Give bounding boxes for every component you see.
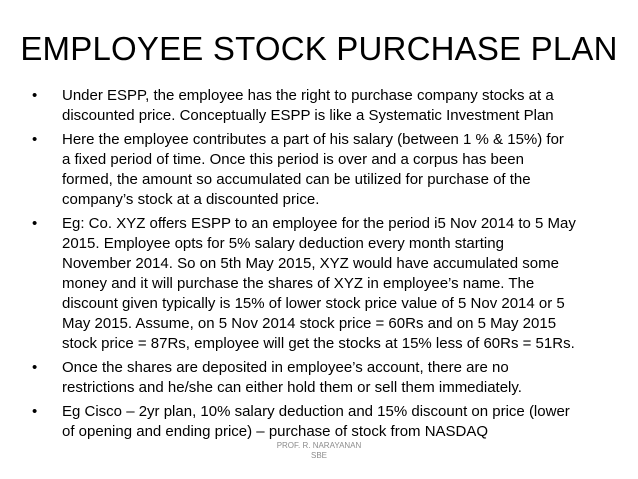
bullet-line: 2015. Employee opts for 5% salary deduction every month starting (62, 235, 504, 252)
bullet-marker: • (32, 215, 38, 232)
bullet-item (32, 358, 612, 398)
bullet-item (32, 130, 612, 210)
bullet-text (62, 86, 612, 126)
footer-org: SBE (310, 451, 327, 460)
bullet-line: discount given typically is 15% of lower stock price value of 5 Nov 2014 or 5 (62, 295, 565, 312)
bullet-line: Eg: Co. XYZ offers ESPP to an employee for the period i5 Nov 2014 to 5 May (62, 215, 576, 232)
bullet-text (62, 358, 612, 398)
bullet-line: company’s stock at a discounted price. (62, 191, 320, 208)
slide-footer (0, 441, 638, 461)
bullet-line: Once the shares are deposited in employee’s account, there are no (62, 359, 509, 376)
bullet-text (62, 402, 612, 442)
bullet-line: stock price = 87Rs, employee will get the stocks at 15% less of 60Rs = 51Rs. (62, 335, 575, 352)
bullet-text (62, 214, 612, 354)
bullet-marker: • (32, 359, 38, 376)
footer-author: PROF. R. NARAYANAN (276, 441, 362, 450)
bullet-line: restrictions and he/she can either hold them or sell them immediately. (62, 379, 522, 396)
bullet-line: formed, the amount so accumulated can be utilized for purchase of the (62, 171, 531, 188)
bullet-marker: • (32, 131, 38, 148)
bullet-line: November 2014. So on 5th May 2015, XYZ would have accumulated some (62, 255, 559, 272)
bullet-line: a fixed period of time. Once this period is over and a corpus has been (62, 151, 524, 168)
bullet-line: Eg Cisco – 2yr plan, 10% salary deduction and 15% discount on price (lower (62, 403, 570, 420)
bullet-line: of opening and ending price) – purchase of stock from NASDAQ (62, 423, 489, 440)
bullet-line: Here the employee contributes a part of his salary (between 1 % & 15%) for (62, 131, 564, 148)
bullet-line: discounted price. Conceptually ESPP is like a Systematic Investment Plan (62, 107, 554, 124)
bullet-list (32, 86, 612, 446)
bullet-item (32, 402, 612, 442)
slide-title: EMPLOYEE STOCK PURCHASE PLAN (20, 30, 618, 67)
bullet-marker: • (32, 87, 38, 104)
bullet-text (62, 130, 612, 210)
bullet-item (32, 214, 612, 354)
bullet-line: Under ESPP, the employee has the right to purchase company stocks at a (62, 87, 554, 104)
bullet-line: money and it will purchase the shares of XYZ in employee’s name. The (62, 275, 535, 292)
bullet-line: May 2015. Assume, on 5 Nov 2014 stock price = 60Rs and on 5 May 2015 (62, 315, 557, 332)
bullet-item (32, 86, 612, 126)
bullet-marker: • (32, 403, 38, 420)
